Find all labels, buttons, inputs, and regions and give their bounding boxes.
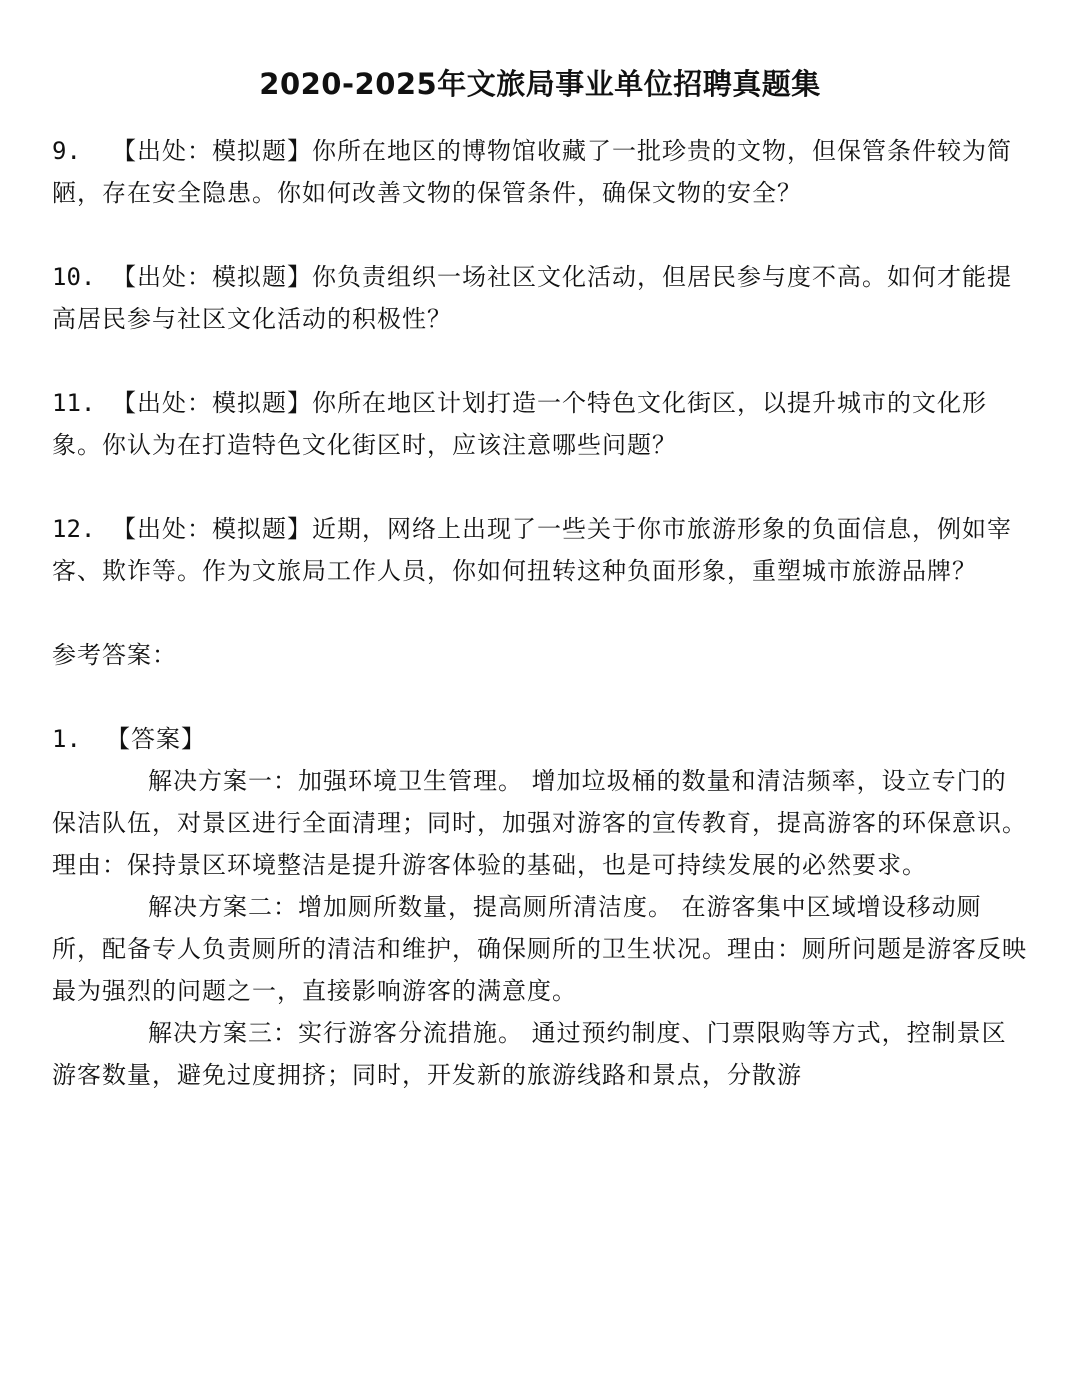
question-number: 12. — [52, 515, 96, 543]
question-number: 11. — [52, 389, 96, 417]
question-10 — [52, 256, 1027, 340]
question-number: 10. — [52, 263, 96, 291]
answer-1-solution-2: 解决方案二：增加厕所数量，提高厕所清洁度。 在游客集中区域增设移动厕所，配备专人负责厕所的清洁和维护，确保厕所的卫生状况。理由：厕所问题是游客反映最为强烈的问题之一，直接影响游客的满意度。 — [52, 893, 1027, 1005]
question-text: 【出处：模拟题】近期，网络上出现了一些关于你市旅游形象的负面信息，例如宰客、欺诈等。作为文旅局工作人员，你如何扭转这种负面形象，重塑城市旅游品牌？ — [52, 515, 1012, 585]
question-text: 【出处：模拟题】你所在地区计划打造一个特色文化街区，以提升城市的文化形象。你认为在打造特色文化街区时，应该注意哪些问题？ — [52, 389, 987, 459]
question-text: 【出处：模拟题】你负责组织一场社区文化活动，但居民参与度不高。如何才能提高居民参与社区文化活动的积极性？ — [52, 263, 1012, 333]
answer-label: 【答案】 — [106, 725, 206, 753]
answers-heading: 参考答案： — [52, 641, 177, 669]
answer-number: 1. — [52, 725, 81, 753]
document-body — [52, 130, 1027, 1096]
question-9 — [52, 130, 1027, 214]
answer-1-header — [52, 718, 1027, 760]
question-number: 9. — [52, 137, 81, 165]
document-title: 2020-2025年文旅局事业单位招聘真题集 — [259, 67, 821, 101]
question-11 — [52, 382, 1027, 466]
question-text: 【出处：模拟题】你所在地区的博物馆收藏了一批珍贵的文物，但保管条件较为简陋，存在安全隐患。你如何改善文物的保管条件，确保文物的安全？ — [52, 137, 1012, 207]
question-12 — [52, 508, 1027, 592]
answer-1-solution-3: 解决方案三：实行游客分流措施。 通过预约制度、门票限购等方式，控制景区游客数量，避免过度拥挤；同时，开发新的旅游线路和景点，分散游 — [52, 1019, 1007, 1089]
answer-1-solution-1: 解决方案一：加强环境卫生管理。 增加垃圾桶的数量和清洁频率，设立专门的保洁队伍，对景区进行全面清理；同时，加强对游客的宣传教育，提高游客的环保意识。理由：保持景区环境整洁是提升游客体验的基础，也是可持续发展的必然要求。 — [52, 767, 1027, 879]
